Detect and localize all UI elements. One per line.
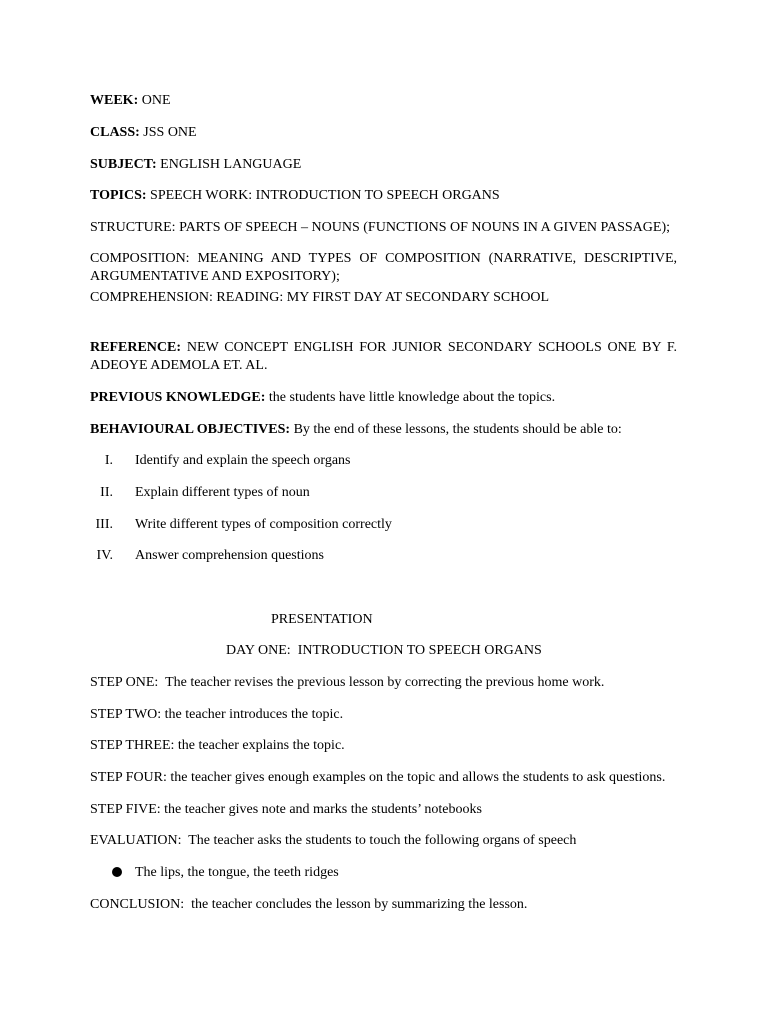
evaluation-line: EVALUATION: The teacher asks the students to touch the following organs of speech: [90, 833, 577, 848]
previous-knowledge-line: [90, 389, 677, 407]
behavioural-objectives-label: BEHAVIOURAL OBJECTIVES:: [90, 422, 291, 437]
subject-value: ENGLISH LANGUAGE: [160, 157, 302, 172]
objective-number: IV.: [96, 548, 113, 563]
week-label: WEEK:: [90, 93, 139, 108]
class-value: JSS ONE: [143, 125, 197, 140]
comprehension-line: COMPREHENSION: READING: MY FIRST DAY AT SECONDARY SCHOOL: [90, 290, 550, 305]
objective-item: [90, 484, 650, 502]
objective-item: [90, 547, 650, 565]
step-three-line: STEP THREE: the teacher explains the topic.: [90, 738, 345, 753]
topics-line: [90, 187, 677, 205]
step-two-line: STEP TWO: the teacher introduces the topic.: [90, 707, 344, 722]
subject-line: [90, 156, 677, 174]
step-four-line: STEP FOUR: the teacher gives enough examples on the topic and allows the students to ask questions.: [90, 770, 666, 785]
composition-paragraph: COMPOSITION: MEANING AND TYPES OF COMPOSITION (NARRATIVE, DESCRIPTIVE, ARGUMENTATIVE AND EXPOSITORY);: [90, 251, 677, 284]
previous-knowledge-value: the students have little knowledge about the topics.: [268, 390, 556, 405]
reference-paragraph: [90, 339, 677, 375]
presentation-heading: PRESENTATION: [271, 612, 373, 627]
week-line: [90, 92, 677, 110]
evaluation-bullet-item: [112, 864, 339, 882]
evaluation-bullet-text: The lips, the tongue, the teeth ridges: [135, 865, 339, 880]
week-value: ONE: [141, 93, 171, 108]
objective-number: I.: [104, 453, 113, 468]
day-one-heading: DAY ONE: INTRODUCTION TO SPEECH ORGANS: [226, 643, 542, 658]
behavioural-objectives-value: By the end of these lessons, the students should be able to:: [293, 422, 622, 437]
reference-value: NEW CONCEPT ENGLISH FOR JUNIOR SECONDARY SCHOOLS ONE BY F. ADEOYE ADEMOLA ET. AL.: [90, 340, 677, 373]
class-label: CLASS:: [90, 125, 140, 140]
behavioural-objectives-line: [90, 421, 677, 439]
objective-text: Explain different types of noun: [135, 485, 310, 500]
step-one-line: STEP ONE: The teacher revises the previous lesson by correcting the previous home work.: [90, 675, 605, 690]
objective-text: Write different types of composition correctly: [135, 517, 392, 532]
topics-label: TOPICS:: [90, 188, 147, 203]
objective-text: Identify and explain the speech organs: [135, 453, 351, 468]
subject-label: SUBJECT:: [90, 157, 157, 172]
previous-knowledge-label: PREVIOUS KNOWLEDGE:: [90, 390, 266, 405]
reference-label: REFERENCE:: [90, 340, 182, 355]
objective-number: II.: [100, 485, 113, 500]
objective-item: [90, 516, 650, 534]
conclusion-line: CONCLUSION: the teacher concludes the lesson by summarizing the lesson.: [90, 897, 528, 912]
structure-line: STRUCTURE: PARTS OF SPEECH – NOUNS (FUNCTIONS OF NOUNS IN A GIVEN PASSAGE);: [90, 220, 671, 235]
objective-number: III.: [95, 517, 113, 532]
bullet-dot-icon: [112, 867, 122, 877]
objective-item: [90, 452, 650, 470]
objective-text: Answer comprehension questions: [135, 548, 324, 563]
topics-value: SPEECH WORK: INTRODUCTION TO SPEECH ORGANS: [150, 188, 500, 203]
step-five-line: STEP FIVE: the teacher gives note and marks the students’ notebooks: [90, 802, 482, 817]
class-line: [90, 124, 677, 142]
